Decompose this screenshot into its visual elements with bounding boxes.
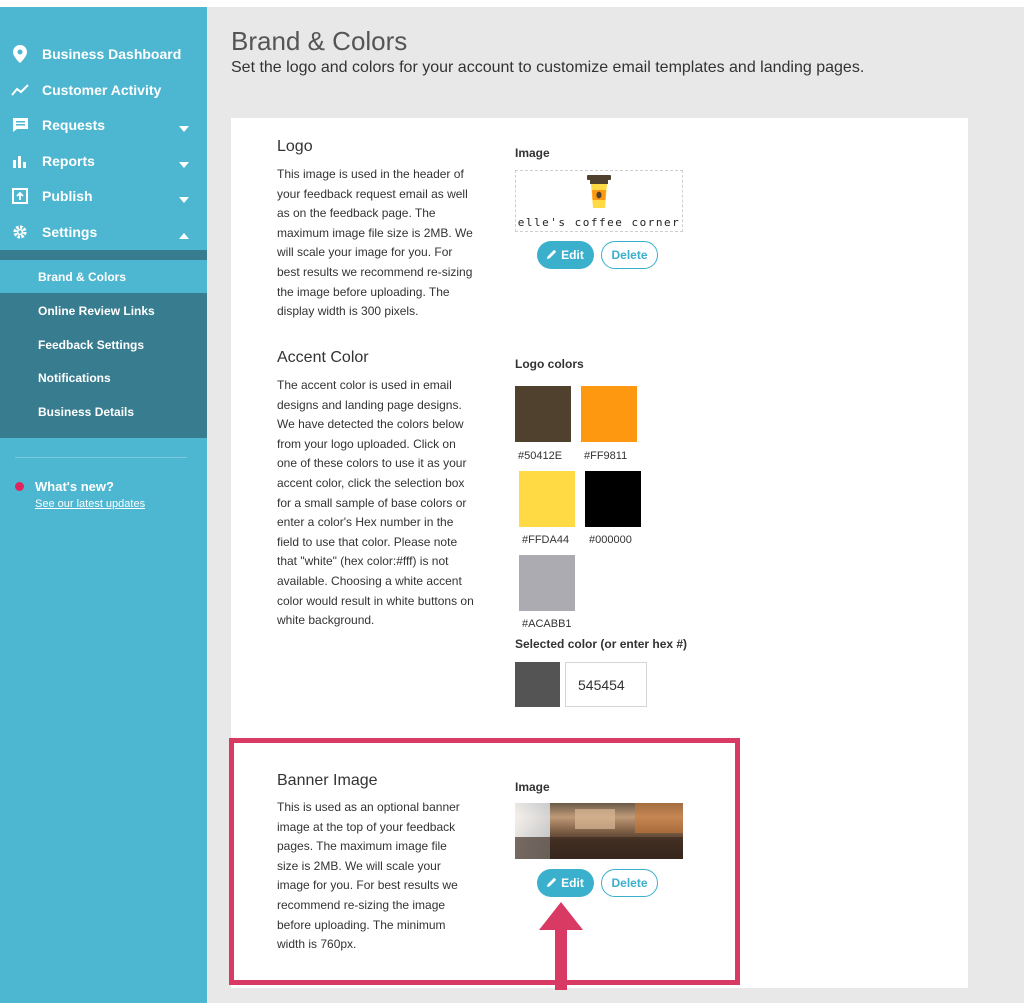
logo-image — [515, 170, 683, 232]
latest-updates-link[interactable]: See our latest updates — [35, 498, 146, 510]
notification-dot-icon — [15, 482, 24, 491]
highlight-box — [229, 738, 740, 985]
banner-image-label: Image — [515, 780, 550, 794]
sidebar-item-business-dashboard[interactable] — [0, 37, 207, 71]
logo-brand-text: elle's coffee corner — [517, 216, 681, 229]
hex-color-input[interactable] — [565, 662, 647, 707]
selected-color-label: Selected color (or enter hex #) — [515, 637, 688, 651]
swatch-label: #000000 — [589, 534, 632, 546]
swatch-label: #FF9811 — [584, 450, 628, 462]
sidebar-item-reports[interactable] — [0, 144, 207, 178]
logo-colors-label: Logo colors — [515, 357, 584, 371]
sidebar-item-requests[interactable] — [0, 108, 207, 142]
sidebar-item-label: Settings — [42, 224, 98, 240]
sidebar-divider — [15, 457, 187, 458]
accent-section-title: Accent Color — [277, 349, 369, 366]
color-swatch-ffda44[interactable] — [519, 471, 575, 527]
color-swatch-ff9811[interactable] — [581, 386, 637, 442]
settings-submenu — [0, 250, 207, 438]
banner-section-description: This is used as an optional banner image at the top of your feedback pages. The maximum image file size is 2MB. We will scale your image for you. For best results we recommend re-sizing the image before uploading. The minimum width is 760px. — [277, 800, 460, 952]
submenu-item-brand-colors[interactable]: Brand & Colors — [0, 260, 207, 293]
sidebar-item-label: Reports — [42, 153, 95, 169]
logo-image-label: Image — [515, 146, 550, 160]
map-pin-icon — [11, 45, 29, 63]
color-swatch-000000[interactable] — [585, 471, 641, 527]
logo-section-description: This image is used in the header of your feedback request email as well as on the feedback page. The maximum image file size is 2MB. We will scale your image for you. For best results we recommend re-sizing the image before uploading. The display width is 300 pixels. — [277, 167, 473, 319]
caret-down-icon — [179, 119, 189, 135]
sidebar-item-label: Publish — [42, 188, 93, 204]
sidebar-item-label: Requests — [42, 117, 106, 133]
swatch-label: #50412E — [518, 450, 563, 462]
color-swatch-50412e[interactable] — [515, 386, 571, 442]
whats-new-title: What's new? — [35, 479, 114, 494]
caret-down-icon — [179, 190, 189, 206]
edit-label: Edit — [561, 248, 584, 262]
logo-edit-button[interactable] — [537, 241, 594, 269]
page-title: Brand & Colors — [231, 26, 408, 56]
logo-section-title: Logo — [277, 138, 313, 155]
sidebar-item-customer-activity[interactable] — [0, 73, 207, 107]
swatch-label: #ACABB1 — [522, 618, 572, 630]
submenu-item-feedback-settings[interactable]: Feedback Settings — [38, 337, 145, 352]
coffee-cup-icon — [584, 173, 614, 216]
selected-color-swatch[interactable] — [515, 662, 560, 707]
submenu-item-notifications[interactable]: Notifications — [38, 370, 111, 385]
submenu-item-online-review-links[interactable]: Online Review Links — [38, 303, 155, 318]
page-subtitle: Set the logo and colors for your account to customize email templates and landing pages. — [231, 59, 865, 76]
logo-delete-button[interactable]: Delete — [601, 241, 658, 269]
caret-up-icon — [179, 226, 189, 242]
trend-line-icon — [11, 81, 29, 99]
up-arrow-icon — [535, 900, 587, 997]
message-icon — [11, 116, 29, 134]
accent-section-description: The accent color is used in email designs and landing page designs. We have detected the colors below from your logo uploaded. Click on one of these colors to use it as your accent color, click the selection box for a small sample of base colors or enter a color's Hex number in the field to use that color. Please note that "white" (hex color:#fff) is not available. Choosing a white accent color would result in white buttons on white background. — [277, 378, 474, 628]
bar-chart-icon — [11, 152, 29, 170]
swatch-label: #FFDA44 — [522, 534, 570, 546]
color-swatch-acabb1[interactable] — [519, 555, 575, 611]
publish-icon — [11, 187, 29, 205]
sidebar — [0, 7, 207, 1003]
sidebar-item-publish[interactable] — [0, 179, 207, 213]
sidebar-item-label: Business Dashboard — [42, 46, 182, 62]
edit-label: Edit — [561, 876, 584, 890]
sidebar-item-settings[interactable] — [0, 215, 207, 249]
pencil-icon — [547, 248, 557, 262]
gear-icon — [11, 223, 29, 241]
submenu-item-business-details[interactable]: Business Details — [38, 404, 135, 419]
banner-delete-button[interactable]: Delete — [601, 869, 658, 897]
caret-down-icon — [179, 155, 189, 171]
sidebar-item-label: Customer Activity — [42, 82, 162, 98]
banner-section-title: Banner Image — [277, 772, 378, 789]
